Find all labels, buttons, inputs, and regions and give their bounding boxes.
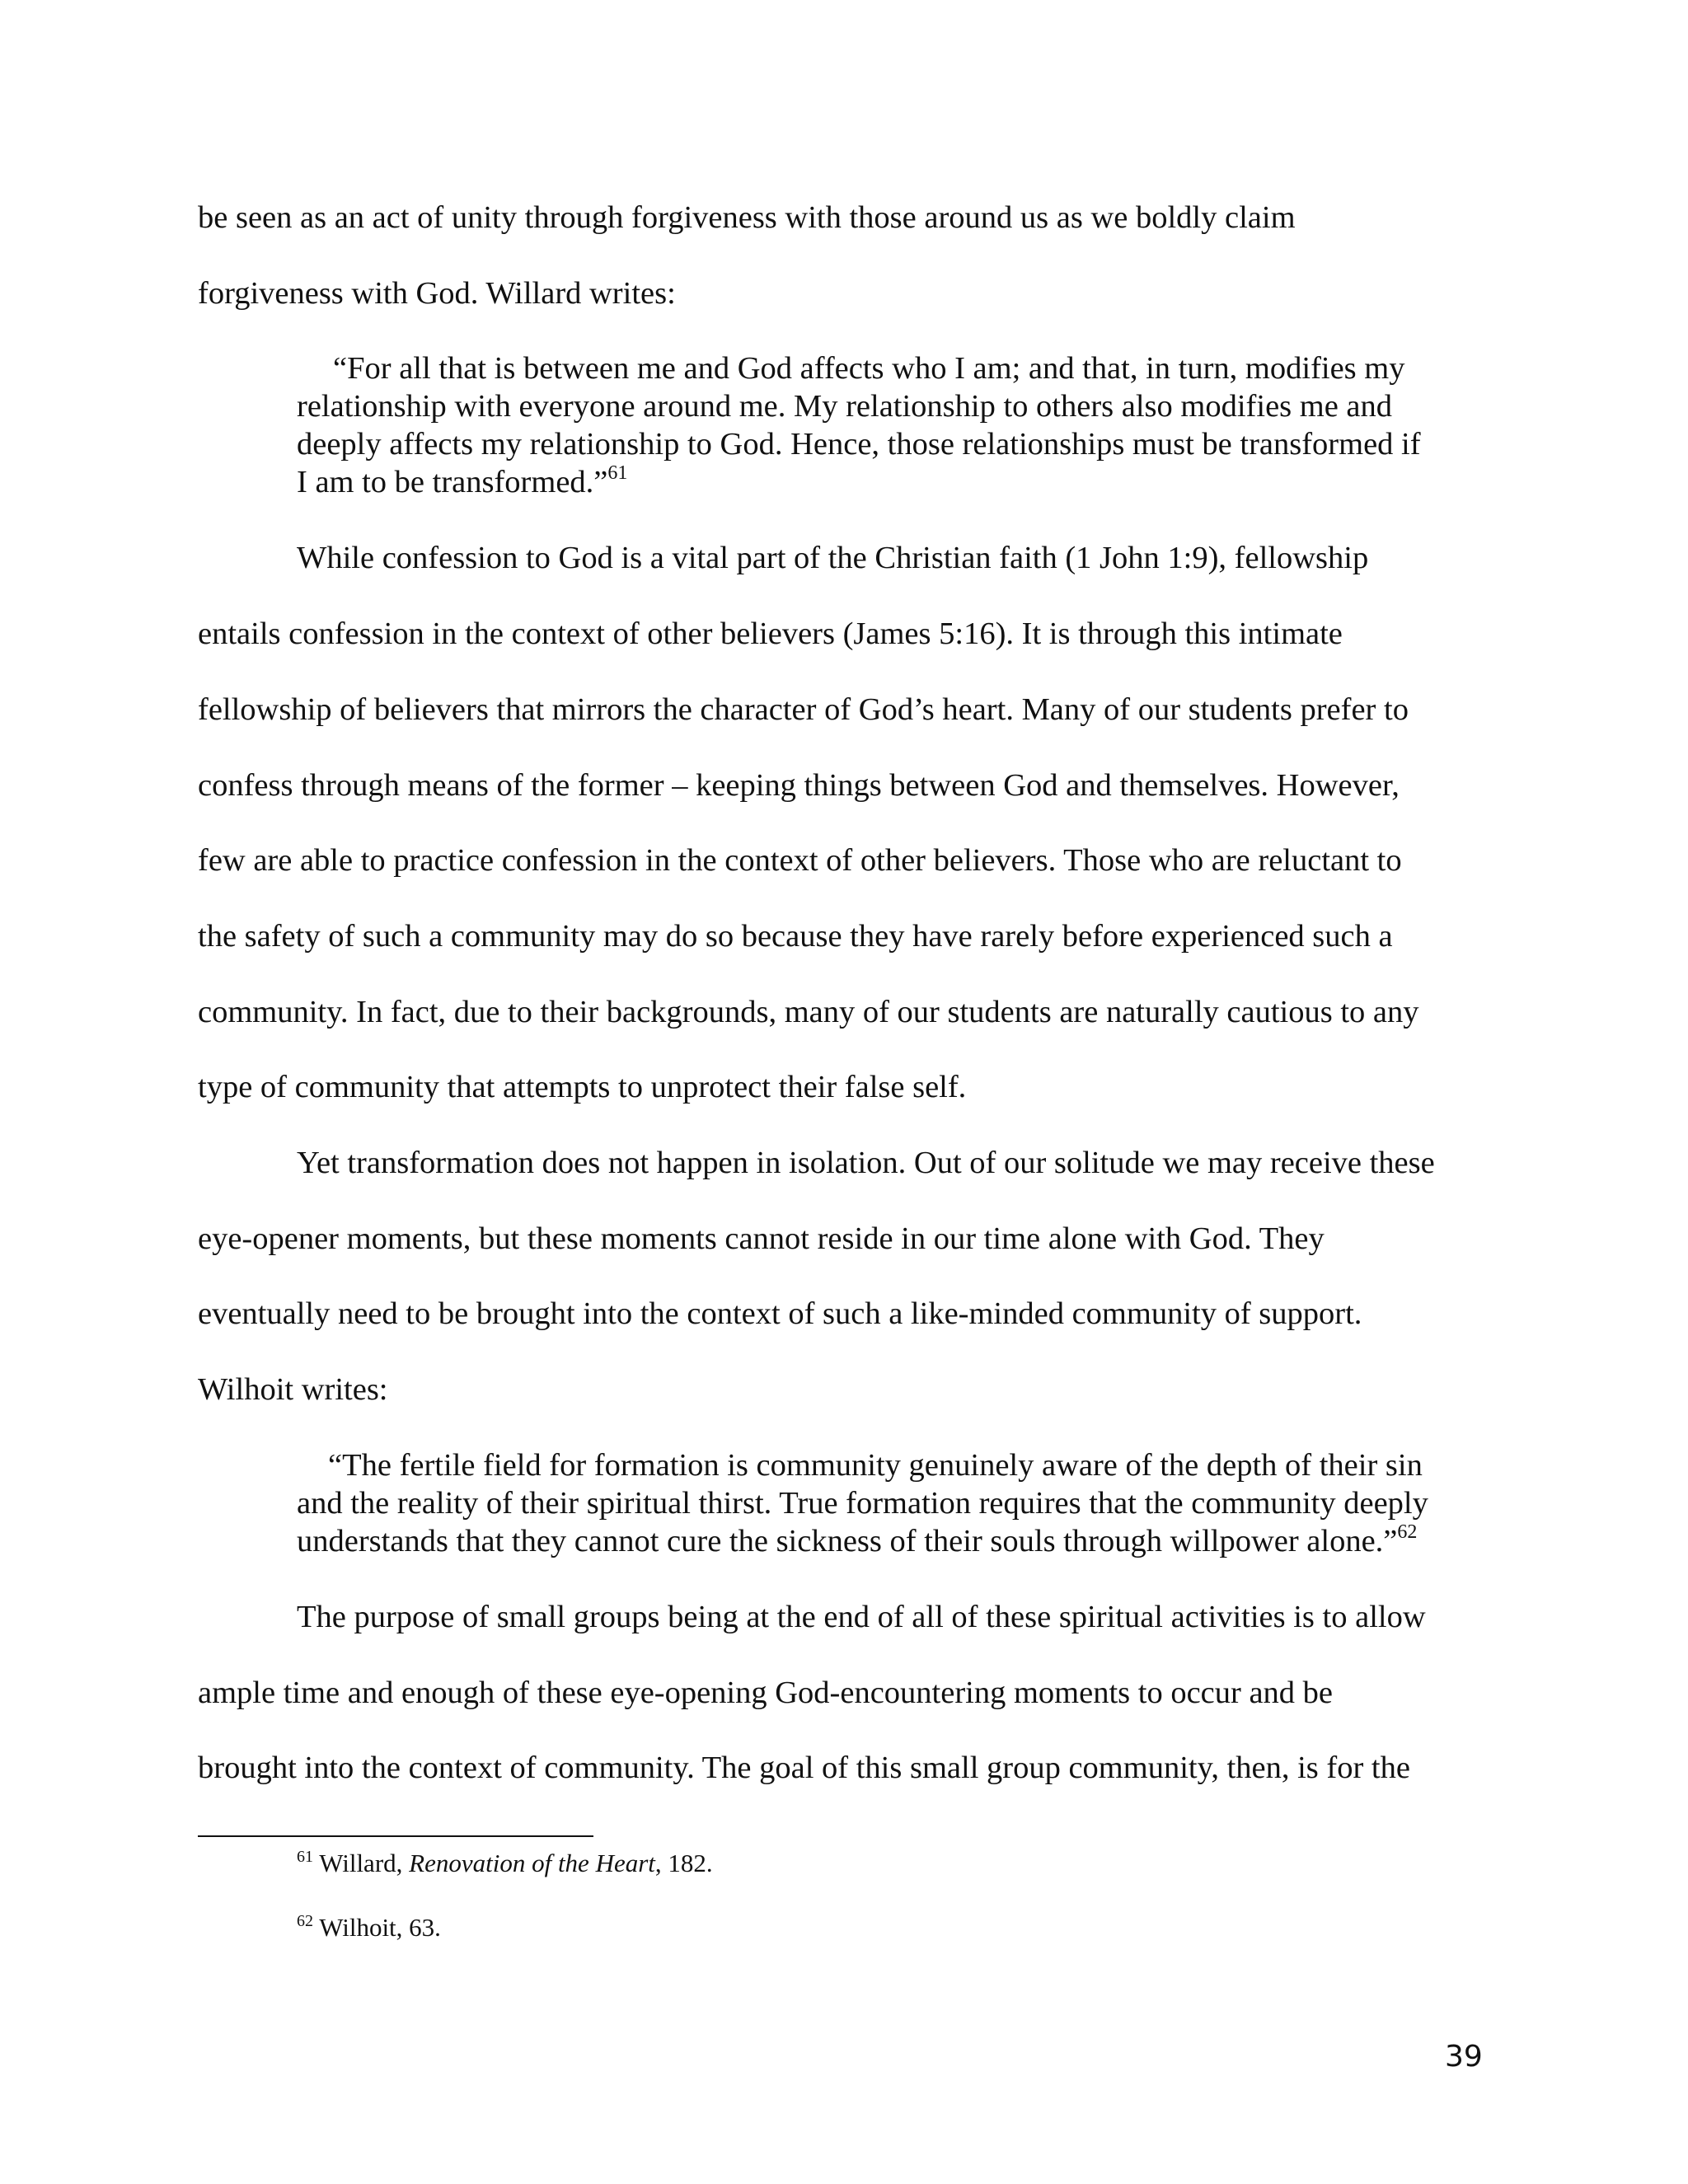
footnote-number: 61 <box>297 1848 313 1866</box>
body-text-line: fellowship of believers that mirrors the character of God’s heart. Many of our students prefer to <box>198 692 1409 727</box>
footnote-title: Renovation of the Heart <box>409 1849 655 1877</box>
footnote-number: 62 <box>297 1912 313 1930</box>
body-text-line: entails confession in the context of other believers (James 5:16). It is through this intimate <box>198 616 1343 651</box>
body-text-line: forgiveness with God. Willard writes: <box>198 276 676 311</box>
body-text-line: Wilhoit writes: <box>198 1372 388 1407</box>
body-text-line: eventually need to be brought into the context of such a like-minded community of support. <box>198 1296 1362 1331</box>
footnote-author: Willard, <box>319 1849 410 1877</box>
body-text-line: eye-opener moments, but these moments cannot reside in our time alone with God. They <box>198 1221 1325 1256</box>
body-text-line: confess through means of the former – keeping things between God and themselves. However, <box>198 768 1400 803</box>
quote-text: understands that they cannot cure the sickness of their souls through willpower alone.” <box>297 1524 1398 1558</box>
quote-text-line <box>297 462 628 499</box>
quote-text-line: deeply affects my relationship to God. Hence, those relationships must be transformed if <box>297 427 1421 462</box>
footnote-61 <box>297 1850 713 1876</box>
quote-text-line: “For all that is between me and God affects who I am; and that, in turn, modifies my <box>333 351 1405 386</box>
footnote-page: , 182. <box>654 1849 713 1877</box>
footnote-reference: 61 <box>607 462 628 484</box>
quote-text-line: and the reality of their spiritual thirst. True formation requires that the community deeply <box>297 1486 1428 1521</box>
body-text-line: The purpose of small groups being at the end of all of these spiritual activities is to allow <box>297 1600 1426 1634</box>
body-text-line: be seen as an act of unity through forgiveness with those around us as we boldly claim <box>198 200 1296 235</box>
page-number: 39 <box>1445 2040 1483 2074</box>
body-text-line: type of community that attempts to unprotect their false self. <box>198 1070 967 1104</box>
footnote-divider <box>198 1835 593 1837</box>
body-text-line: the safety of such a community may do so because they have rarely before experienced such a <box>198 919 1393 954</box>
quote-text-line: relationship with everyone around me. My relationship to others also modifies me and <box>297 389 1393 424</box>
body-text-line: Yet transformation does not happen in isolation. Out of our solitude we may receive these <box>297 1146 1435 1180</box>
body-text-line: While confession to God is a vital part of the Christian faith (1 John 1:9), fellowship <box>297 541 1369 575</box>
body-text-line: brought into the context of community. The goal of this small group community, then, is for the <box>198 1750 1410 1785</box>
footnote-text: Wilhoit, 63. <box>319 1913 441 1942</box>
body-text-line: ample time and enough of these eye-opening God-encountering moments to occur and be <box>198 1675 1334 1710</box>
body-text-line: community. In fact, due to their backgrounds, many of our students are naturally cautious to any <box>198 995 1419 1029</box>
body-text-line: few are able to practice confession in the context of other believers. Those who are reluctant to <box>198 843 1402 878</box>
quote-text-line <box>297 1521 1418 1558</box>
footnote-62 <box>297 1912 441 1942</box>
quote-text: I am to be transformed.” <box>297 465 608 499</box>
footnote-reference: 62 <box>1397 1521 1418 1543</box>
quote-text-line: “The fertile field for formation is community genuinely aware of the depth of their sin <box>328 1448 1423 1483</box>
